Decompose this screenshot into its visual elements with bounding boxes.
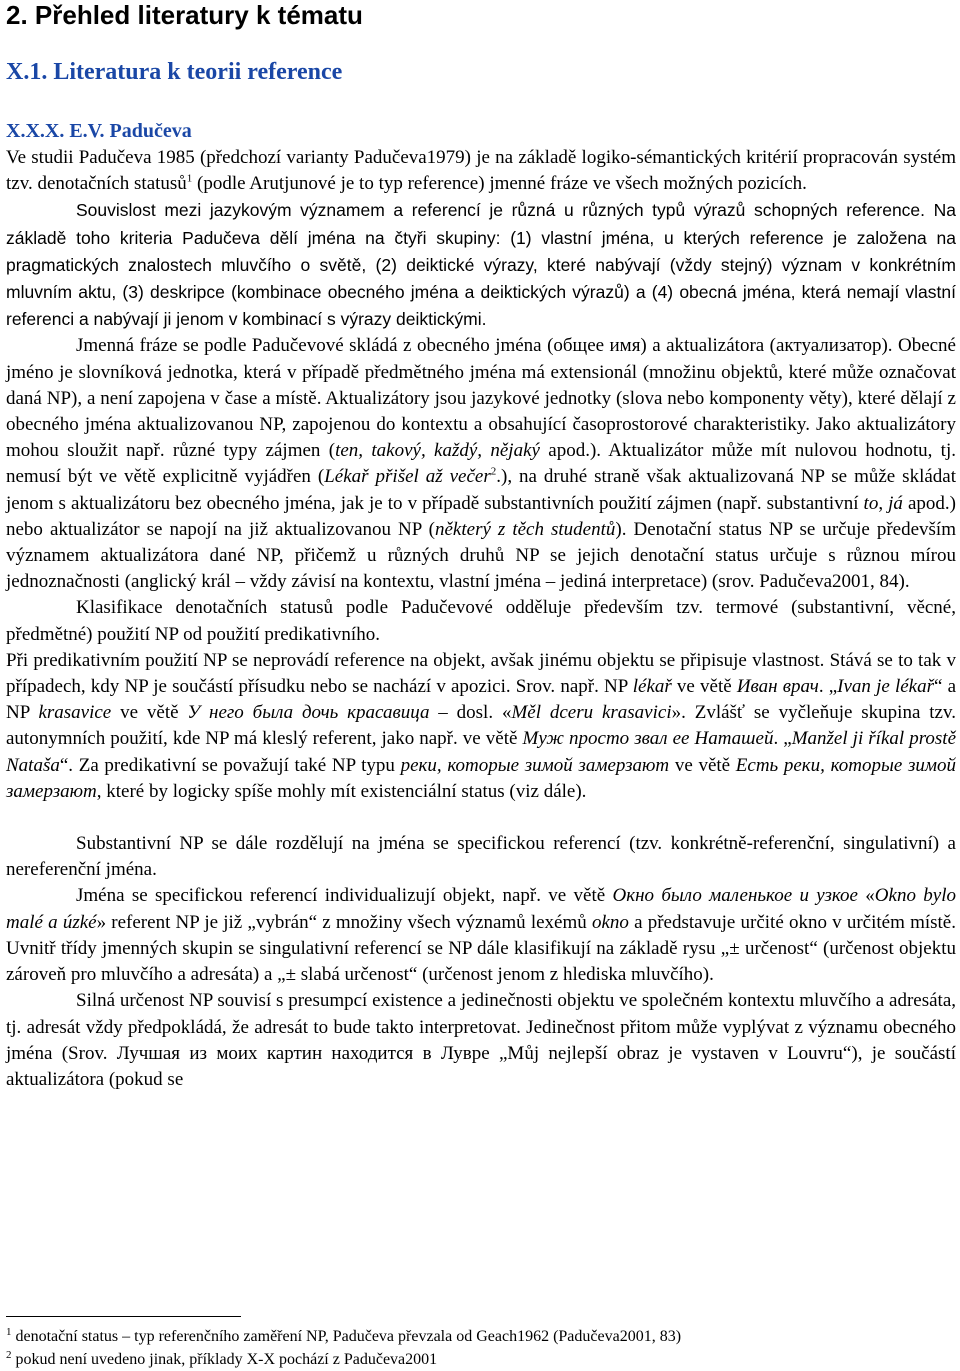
p3-i2: Lékař přišel až večer <box>324 466 491 488</box>
p5-i5: У него была дочь красавица <box>187 702 430 724</box>
p7-i3: okno <box>591 911 629 933</box>
footnote-1-text: denotační status – typ referenčního zaměření NP, Padučeva převzala od Geach1962 (Padučeva2001, 83) <box>15 1328 682 1345</box>
p3-i4: já <box>888 492 903 514</box>
p7-i1: Окно было маленькое и узкое <box>612 885 858 907</box>
paragraph-8: Silná určenost NP souvisí s presumpcí existence a jedinečnosti objektu ve společném kontextu mluvčího a adresáta, tj. adresát vždy předpokládá, že adresát to bude takto interpretovat. Jedinečnost přitom může vyplývat z významu obecného jména (Srov. Лучшая из моих картин находится в Лувре „Můj nejlepší obraz je vystaven v Louvru“), je součástí aktualizátora (pokud se <box>6 990 956 1090</box>
p3-s2: apod.). Aktualizátor může mít nulovou hodnotu, tj. nemusí být ve větě explicitně vyjádřen ( <box>6 440 956 488</box>
paragraph-4: Klasifikace denotačních statusů podle Padučevové odděluje především tzv. termové (substantivní, věcné, předmětné) použití NP od použití predikativního. <box>6 597 956 645</box>
p5-s6: – dosl. « <box>429 702 512 724</box>
p1-text-a: Ve studii Padučeva 1985 (předchozí varianty Padučeva1979) je na základě logiko-sémantických kritérií propracován systém tzv. denotačních statusů <box>6 147 956 195</box>
p5-s11: , které by logicky spíše mohly mít existenciální status (viz dále). <box>96 780 587 802</box>
body-text <box>6 145 956 1093</box>
footnote-ref-2[interactable]: 2 <box>490 466 497 479</box>
p5-i7: Муж просто звал ее Наташей <box>522 728 774 750</box>
paragraph-7 <box>6 883 956 988</box>
subsection-heading: X.X.X. E.V. Padučeva <box>6 120 192 142</box>
p3-s6: ). Denotační status NP se určuje především významem aktualizátora dané NP, přičemž u různých druhů NP se jejich denotační status určuje s různou mírou jednoznačnosti (anglický král – vždy závisí na kontextu, vlastní jména – jediná interpretace) (srov. Padučeva2001, 84). <box>6 518 956 593</box>
p3-s5: apod.) nebo aktualizátor se napojí na již aktualizovanou NP ( <box>6 492 956 540</box>
footnotes <box>6 1316 956 1371</box>
p5-i9: реки, которые зимой замерзают <box>400 754 670 776</box>
p5-i8: Manžel ji říkal prostě Nataša <box>6 728 957 776</box>
p5-s7: ». Zvlášť se vyčleňuje skupina tzv. autonymních použití, kde NP má kleslý referent, jako např. ve větě <box>6 702 956 750</box>
p5-s3: . „ <box>818 676 838 698</box>
paragraph-2 <box>6 197 956 333</box>
p5-i4: krasavice <box>38 702 112 724</box>
footnote-2-number: 2 <box>6 1348 12 1361</box>
p5-s4: “ a NP <box>6 676 957 724</box>
p3-i3: to <box>863 492 879 514</box>
p5-i10: Есть реки, которые зимой замерзают <box>6 754 957 802</box>
footnote-1-number: 1 <box>6 1325 12 1338</box>
section-heading: X.1. Literatura k teorii reference <box>6 59 343 85</box>
p5-i6: Měl dceru krasavici <box>511 702 672 724</box>
p5-s9: “. Za predikativní se považují také NP typu <box>59 754 401 776</box>
p5-s8: . „ <box>773 728 792 750</box>
p7-s3: » referent NP je již „vybrán“ z množiny všech významů lexémů <box>96 911 592 933</box>
paragraph-1 <box>6 145 956 197</box>
p3-i1: ten, takový, každý, nějaký <box>335 440 540 462</box>
p3-i5: některý z těch studentů <box>435 518 616 540</box>
p2-text-a: Souvislost mezi jazykovým významem a referencí je různá u různých typů výrazů schopných reference. <box>76 200 926 221</box>
footnote-1 <box>6 1325 956 1348</box>
chapter-heading: 2. Přehled literatury k tématu <box>6 0 363 30</box>
p2-text-b: Na základě toho kriteria Padučeva dělí jména na čtyři skupiny: (1) vlastní jména, u kterých reference je založena na pragmatických znalostech mluvčího o světě, (2) deiktické výrazy, které nabývají (vždy stejný) význam v konkrétním mluvním aktu, (3) deskripce (kombinace obecného jména a deiktických výrazů) a (4) obecná jména, která nemají vlastní referenci a nabývají ji jenom v kombinací s výrazy deiktickými. <box>6 200 956 330</box>
p5-s1: Při predikativním použití NP se neprovádí reference na objekt, avšak jinému objektu se připisuje vlastnost. Stává se to tak v případech, kdy NP je součástí přísudku nebo se nachází v apozici. Srov. např. NP <box>6 649 956 698</box>
footnote-2-text: pokud není uvedeno jinak, příklady X-X pochází z Padučeva2001 <box>15 1351 438 1368</box>
p5-i1: lékař <box>632 676 672 698</box>
footnote-separator <box>6 1316 241 1325</box>
p5-s2: ve větě <box>671 676 737 698</box>
p5-s5: ve větě <box>111 702 188 724</box>
footnote-ref-1[interactable]: 1 <box>186 172 193 185</box>
p7-s4: a představuje určité okno v určitém místě. Uvnitř třídy jmenných skupin se singulativní referencí se NP dále klasifikují na základě rysu „± určenost“ (určenost objektu zároveň pro mluvčího a adresáta) a „± slabá určenost“ (určenost jenom z hlediska mluvčího). <box>6 911 956 986</box>
p7-s1: Jména se specifickou referencí individualizují objekt, např. ve větě <box>76 885 613 907</box>
paragraph-5 <box>6 648 956 805</box>
p3-s4: , <box>878 492 889 514</box>
p3-s1: Jmenná fráze se podle Padučevové skládá z obecného jména (общее имя) a aktualizátora (актуализатор). Obecné jméno je slovníková jednotka, která v případě předmětného jména má extensionál (množinu objektů, které může označovat daná NP), a není zapojena v čase a místě. Aktualizátory jsou jazykové jednotky (slova nebo komponenty věty), které dělají z obecného jména aktualizovanou NP, zapojenou do kontextu a obsahující časoprostorové charakteristiky. Jako aktualizátory mohou sloužit např. různé typy zájmen ( <box>6 335 956 462</box>
p3-s3: .), na druhé straně však aktualizovaná NP se může skládat jenom s aktualizátoru bez obecného jména, jak je to v případě substantivních použití zájmen (např. substantivní <box>6 466 956 514</box>
p5-i3: Ivan je lékař <box>837 676 934 698</box>
p1-text-b: (podle Arutjunové je to typ reference) jmenné fráze ve všech možných pozicích. <box>192 173 807 195</box>
paragraph-3 <box>6 333 956 595</box>
p7-i2: Okno bylo malé a úzké <box>6 885 956 933</box>
p5-i2: Иван врач <box>736 676 819 698</box>
paragraph-6: Substantivní NP se dále rozdělují na jména se specifickou referencí (tzv. konkrétně-referenční, singulativní) a nereferenční jména. <box>6 833 956 881</box>
p5-s10: ve větě <box>669 754 736 776</box>
p7-s2: « <box>857 885 875 907</box>
footnote-2 <box>6 1348 956 1371</box>
